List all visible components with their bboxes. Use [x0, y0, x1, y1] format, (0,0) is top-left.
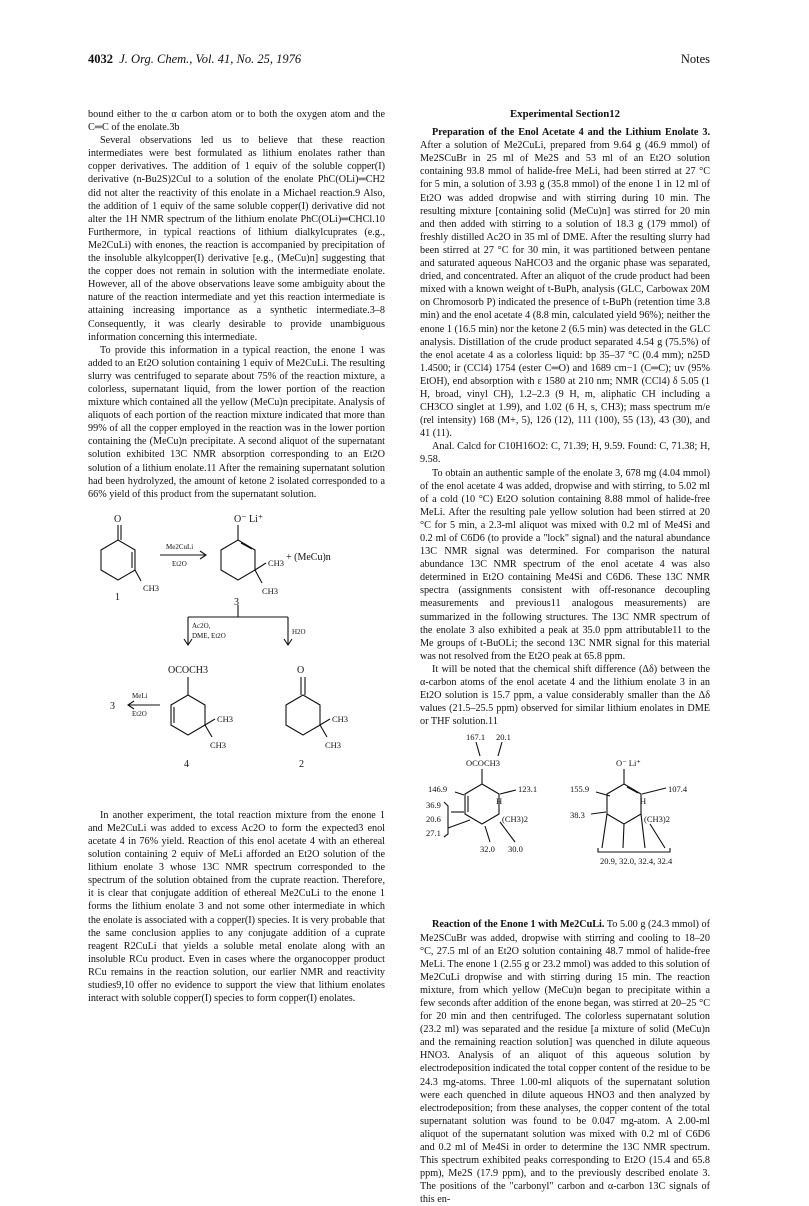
methyl-label: CH3 — [210, 739, 227, 750]
paragraph — [420, 918, 710, 1206]
compound-number: 2 — [299, 758, 304, 770]
methyl-label: CH3 — [325, 739, 342, 750]
solvent-label: DME, Et2O — [192, 631, 226, 640]
enol-acetate-ring — [171, 695, 205, 735]
acetate-label: OCOCH3 — [466, 758, 501, 769]
paragraph: Several observations led us to believe that these reaction intermediates were best formulated as lithium enolates rather than copper derivatives. The addition of 1 equiv of the soluble copper(I) derivative (n-Bu2S)2CuI to a solution of the enolate PhC(OLi)═CH2 did not alter the reactivity of this enolate in a Michael reaction.9 Also, the addition of 1 equiv of the same soluble copper(I) derivative did not alter the 1H NMR spectrum of the lithium enolate PhC(OLi)═CHCl.10 Furthermore, in typical reactions of lithium dialkylcuprates (e.g., Me2CuLi) with enones, the reaction is accompanied by precipitation of the insoluble alkylcopper(I) derivative [e.g., (MeCu)n] suggesting that the copper does not remain in solution with the intermediate enolate. However, all of the above observations leave some ambiguity about the nature of the reaction intermediate and yet this reaction intermediate is attaining increasing importance as a synthetic intermediate.3–8 Consequently, it was clearly desirable to provide unambiguous information concerning this intermediate. — [88, 135, 385, 343]
shift-value: 38.3 — [570, 810, 585, 821]
right-column — [420, 108, 710, 1206]
run-in-heading: Reaction of the Enone 1 with Me2CuLi. — [432, 919, 605, 931]
methyl-label: (CH3)2 — [502, 814, 528, 825]
enolate-ring — [221, 540, 255, 580]
hydrogen-label: H — [496, 796, 503, 807]
page-number: 4032 — [88, 52, 113, 66]
compound-number: 1 — [115, 591, 120, 603]
paragraph: It will be noted that the chemical shift difference (Δδ) between the α-carbon atoms of the enol acetate 4 and the lithium enolate 3 in an Et2O solution is 15.7 ppm, a value considerably smaller than the Δδ values (21.5–25.5 ppm) observed for similar lithium enolates in DME or THF solution.11 — [420, 663, 710, 728]
paragraph: To provide this information in a typical reaction, the enone 1 was added to an Et2O solution containing 1 equiv of Me2CuLi. The resulting slurry was centrifuged to separate about 75% of the reaction mixture, a colorless, supernatant liquid, from the lower portion of the reaction mixture which contained all the yellow (MeCu)n precipitate. Analysis of aliquots of each portion of the reaction mixture indicated that more than 99% of all the copper employed in the reaction was in the lower portion containing the (MeCu)n precipitate. A second aliquot of the supernatant solution exhibited 13C NMR absorption corresponding to an Et2O solution of a lithium enolate.11 After the remaining supernatant solution had been hydrolyzed, the amount of ketone 2 isolated corresponded to a 66% yield of this product from the supernatant solution. — [88, 344, 385, 500]
shift-value: 30.0 — [508, 844, 523, 855]
paragraph-text: To 5.00 g (24.3 mmol) of Me2SCuBr was added, dropwise with stirring and cooling to 18–20 °C, 27.5 ml of an Et2O solution containing 48.7 mmol of halide-free MeLi. The enone 1 (2.55 g or 23.2 mmol) was added to this solution of Me2CuLi dropwise and with stirring during 15 min. The reaction mixture, from which yellow (MeCu)n began to precipitate within a few seconds after addition of the enone began, was stirred at 20–25 °C for 20 min and then centrifuged. The colorless supernatant solution (23.2 ml) was separated and the residue [a mixture of solid (MeCu)n and the remaining reaction solution] was quenched in dilute aqueous HNO3. Analysis of an aliquot of this aqueous solution by electrodeposition indicated the total copper content of the residue to be 24.3 mg-atoms. Three 1.00-ml aliquots of the supernatant solution were each quenched in dilute aqueous HNO3 and then analyzed by electrodeposition; from these analyses, the copper content of the total supernatant solution was found to be 0.047 mg-atom. A 2.00-ml aliquot of the supernatant solution was mixed with 0.2 ml of C6D6 and 0.2 ml of Me4Si in order to determine the 13C NMR spectrum. This spectrum exhibited peaks corresponding to Et2O (15.4 and 65.8 ppm), Me2S (17.9 ppm), and to the previously described enolate 3. The positions of the "carbonyl" carbon and α-carbon 13C signals of this en- — [420, 919, 710, 1206]
compound-number: 3 — [110, 700, 115, 712]
methyl-label: CH3 — [268, 557, 285, 568]
methyl-label: (CH3)2 — [644, 814, 670, 825]
shift-value: 36.9 — [426, 800, 441, 811]
paragraph-text: After a solution of Me2CuLi, prepared from 9.64 g (46.9 mmol) of Me2SCuBr in 25 ml of Me2S and 53 ml of an Et2O solution containing 93.8 mmol of halide-free MeLi, had been stirred at 27 °C for 5 min, a solution of 3.93 g (35.8 mmol) of the enone 1 in 12 ml of Et2O was added dropwise and with stirring during 10 min. The resulting mixture [containing solid (MeCu)n] was stirred for 20 min and then added with stirring to a solution of 18.3 g (179 mmol) of freshly distilled Ac2O in 35 ml of DME. After the resulting slurry had been stirred at 27 °C for 30 min, it was partitioned between pentane and saturated aqueous NaHCO3 and the organic phase was separated, dried, and concentrated. After an aliquot of the crude product had been mixed with a known weight of t-BuPh, analysis (GLC, Carbowax 20M on Chromosorb P) indicated the presence of t-BuPh (retention time 3.8 min) and the enol acetate 4 (8.8 min, calculated yield 96%); neither the enone 1 (16.5 min) nor the ketone 2 (6.5 min) was detected in the GLC analysis. Distillation of the crude product separated 4.54 g (75.5%) of the enol acetate 4 as a colorless liquid: bp 35–37 °C (0.4 mm); n25D 1.4500; ir (CCl4) 1754 (ester C═O) and 1689 cm−1 (C═C); uv (95% EtOH), end absorption with ε 1580 at 210 nm; NMR (CCl4) δ 5.05 (1 H, broad, vinyl CH), 1.2–2.3 (9 H, m, aliphatic CH including a CH3CO singlet at 1.99), and 1.02 (6 H, s, CH3); mass spectrum m/e (rel intensity) 168 (M+, 5), 126 (12), 111 (100), 55 (13), 43 (30), and 41 (11). — [420, 140, 710, 440]
ketone-ring — [286, 695, 320, 735]
methyl-label: CH3 — [217, 713, 234, 724]
shift-value: 155.9 — [570, 784, 590, 795]
shift-value: 32.0 — [480, 844, 495, 855]
run-in-heading: Preparation of the Enol Acetate 4 and the Lithium Enolate 3. — [432, 127, 710, 139]
oxygen-label: O — [297, 664, 305, 676]
acetate-label: OCOCH3 — [168, 664, 209, 676]
byproduct-label: + (MeCu)n — [286, 551, 331, 563]
shift-value: 20.6 — [426, 814, 441, 825]
nmr-structures — [420, 732, 710, 912]
enolate-label: O⁻ Li⁺ — [616, 758, 641, 769]
reagent-label: Ac2O, — [192, 621, 211, 630]
shift-values-group: 20.9, 32.0, 32.4, 32.4 — [600, 856, 673, 867]
paragraph: In another experiment, the total reaction mixture from the enone 1 and Me2CuLi was added to excess Ac2O to form the expected3 enol acetate 4 in 76% yield. Reaction of this enol acetate 4 with an ethereal solution containing 2 equiv of MeLi afforded an Et2O solution of the lithium enolate 3 whose 13C NMR spectrum corresponded to the spectrum of the solution obtained from the cuprate reaction. Therefore, it is clear that conjugate addition of ethereal Me2CuLi to the enone 1 forms the lithium enolate 3 and not some other intermediate in which the enolate is associated with a copper(I) species. It is very probable that the same conclusion applies to any conjugate addition of a cuprate reagent R2CuLi that yields a soluble metal enolate along with an insoluble RCu product. Even in cases where the organocopper product RCu remains in the reaction solution, our earlier NMR and reactivity studies9,10 offer no evidence to support the view that lithium enolates interact with soluble copper(I) species to form copper(I) enolates. — [88, 809, 385, 1005]
nmr-drawing — [420, 732, 710, 912]
shift-value: 27.1 — [426, 828, 441, 839]
hydrogen-label: H — [640, 796, 647, 807]
section-title: Experimental Section12 — [509, 108, 621, 120]
reagent-label: MeLi — [132, 691, 148, 700]
compound-number: 3 — [234, 596, 239, 608]
oxygen-label: O — [114, 513, 122, 525]
paragraph: Anal. Calcd for C10H16O2: C, 71.39; H, 9.59. Found: C, 71.38; H, 9.58. — [420, 441, 710, 466]
methyl-label: CH3 — [262, 585, 279, 596]
left-column — [88, 108, 385, 1005]
compound-number: 4 — [184, 758, 189, 770]
solvent-label: Et2O — [132, 709, 147, 718]
journal-citation — [88, 52, 301, 67]
scheme-drawing — [88, 505, 385, 803]
paragraph — [420, 126, 710, 440]
shift-value: 20.1 — [496, 732, 511, 743]
shift-value: 167.1 — [466, 732, 486, 743]
shift-value: 146.9 — [428, 784, 448, 795]
shift-value: 107.4 — [668, 784, 688, 795]
methyl-label: CH3 — [332, 713, 349, 724]
enone-ring — [101, 540, 135, 580]
paragraph: bound either to the α carbon atom or to both the oxygen atom and the C═C of the enolate.3b — [88, 109, 385, 134]
paragraph: To obtain an authentic sample of the enolate 3, 678 mg (4.04 mmol) of the enol acetate 4 was added, dropwise and with stirring, to 5.02 ml of a cold (10 °C) Et2O solution containing 8.88 mmol of halide-free MeLi. After the resulting pale yellow solution had been stirred at 20 °C for 5 min, a 2.3-ml aliquot was mixed with 0.2 ml of Me4Si and 0.2 ml of C6D6 (to provide a "lock" signal) and the natural abundance 13C NMR signal was determined. For comparison the natural abundance 13C NMR spectrum of the enol acetate 4 was also determined in Et2O containing Me4Si and C6D6. These 13C NMR spectra (assignments consistent with off-resonance decoupling measurements and previous11 analogous measurements) are summarized in the following structures. The 13C NMR spectrum of the enolate 3 also exhibited a peak at 35.0 ppm attributable11 to the Me groups of t-BuOLi; the second 13C NMR signal for this material was not resolved from the Et2O peak at 65.8 ppm. — [420, 467, 710, 662]
section-name: Notes — [680, 52, 710, 66]
reagent-label: Me2CuLi — [166, 542, 194, 551]
methyl-label: CH3 — [143, 582, 160, 593]
journal-name: J. Org. Chem., Vol. 41, No. 25, 1976 — [119, 52, 302, 66]
page-header — [88, 52, 710, 70]
reaction-scheme — [88, 505, 385, 803]
enolate-label: O⁻ Li⁺ — [234, 513, 264, 525]
solvent-label: Et2O — [172, 559, 187, 568]
reagent-label: H2O — [292, 627, 306, 636]
shift-value: 123.1 — [518, 784, 538, 795]
